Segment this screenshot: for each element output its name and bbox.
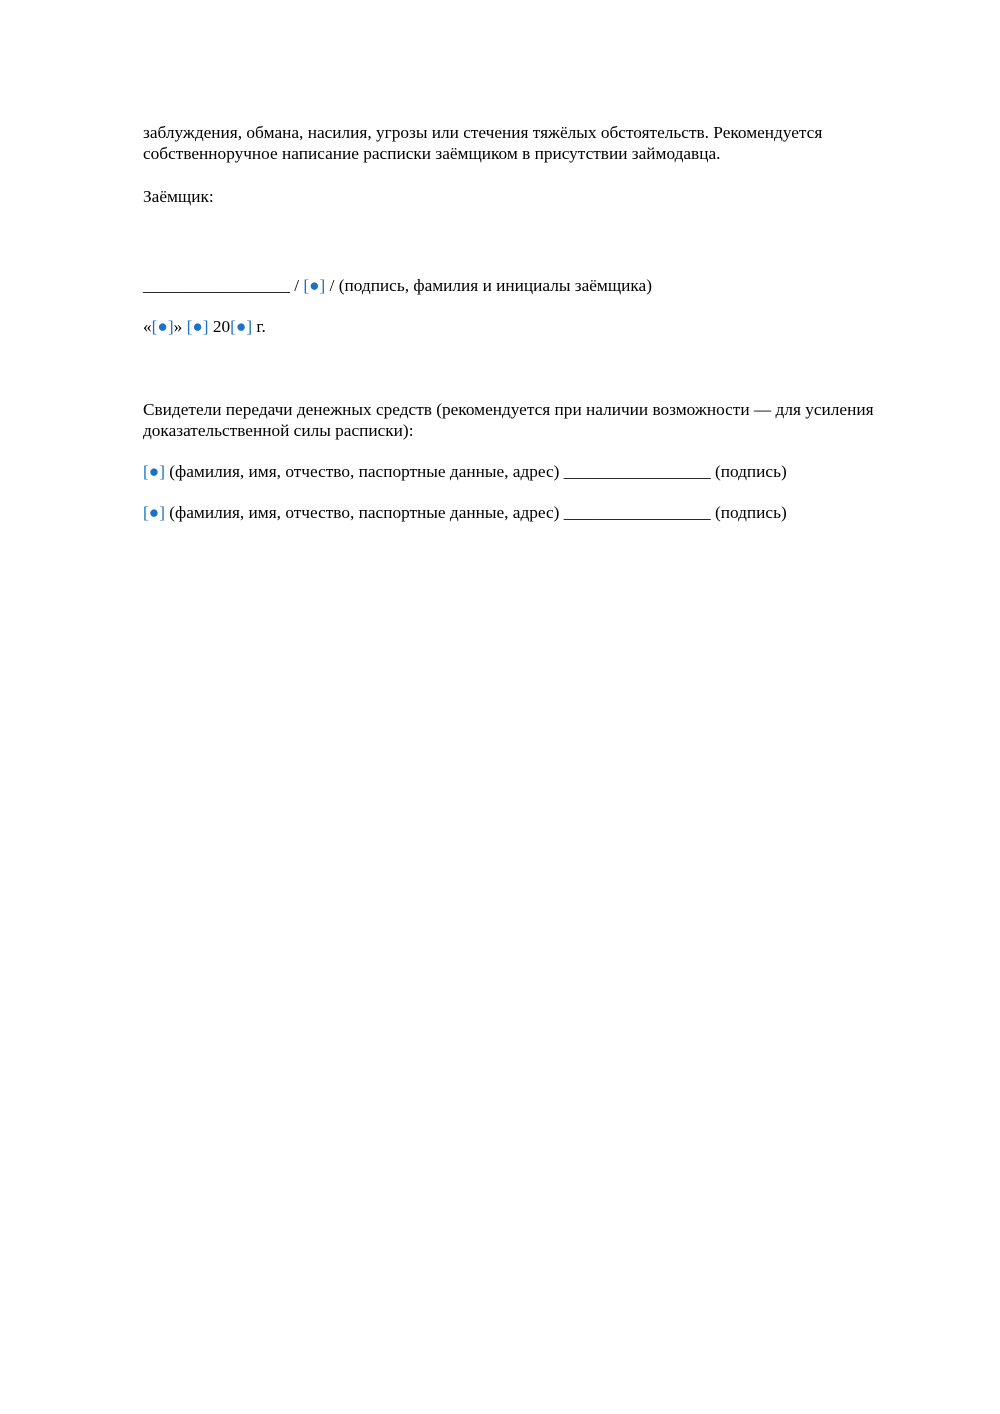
- witness-details: (фамилия, имя, отчество, паспортные данные, адрес): [164, 462, 564, 481]
- signature-blank: _________________: [563, 503, 711, 522]
- separator: /: [325, 276, 339, 295]
- borrower-label: Заёмщик:: [143, 187, 214, 206]
- year-suffix: г.: [252, 317, 266, 336]
- witness-placeholder: [●]: [143, 462, 165, 481]
- signature-caption: (подпись): [710, 503, 787, 522]
- witness-placeholder: [●]: [143, 503, 165, 522]
- intro-paragraph: [143, 122, 927, 164]
- borrower-signature-line: [143, 275, 927, 296]
- year-prefix: 20: [208, 317, 231, 336]
- year-placeholder: [●]: [230, 317, 253, 336]
- signature-blank: _________________: [143, 276, 290, 295]
- intro-line-1: заблуждения, обмана, насилия, угрозы или стечения тяжёлых обстоятельств. Рекомендуется: [143, 123, 823, 142]
- witness-line-1: [143, 461, 927, 482]
- open-quote: «: [143, 317, 152, 336]
- borrower-name-placeholder: [●]: [303, 276, 326, 295]
- month-placeholder: [●]: [186, 317, 209, 336]
- close-quote: »: [173, 317, 183, 336]
- separator: /: [289, 276, 304, 295]
- signature-caption: (подпись, фамилия и инициалы заёмщика): [338, 276, 652, 295]
- signature-caption: (подпись): [710, 462, 787, 481]
- witnesses-heading: [143, 399, 927, 441]
- witnesses-heading-line-2: доказательственной силы расписки):: [143, 421, 414, 440]
- signature-blank: _________________: [563, 462, 711, 481]
- date-line: [143, 316, 927, 337]
- day-placeholder: [●]: [151, 317, 174, 336]
- document-content: [143, 122, 927, 543]
- witness-details: (фамилия, имя, отчество, паспортные данные, адрес): [164, 503, 564, 522]
- witnesses-heading-line-1: Свидетели передачи денежных средств (рекомендуется при наличии возможности — для усиления: [143, 400, 874, 419]
- witness-line-2: [143, 502, 927, 523]
- intro-line-2: собственноручное написание расписки заёмщиком в присутствии займодавца.: [143, 144, 721, 163]
